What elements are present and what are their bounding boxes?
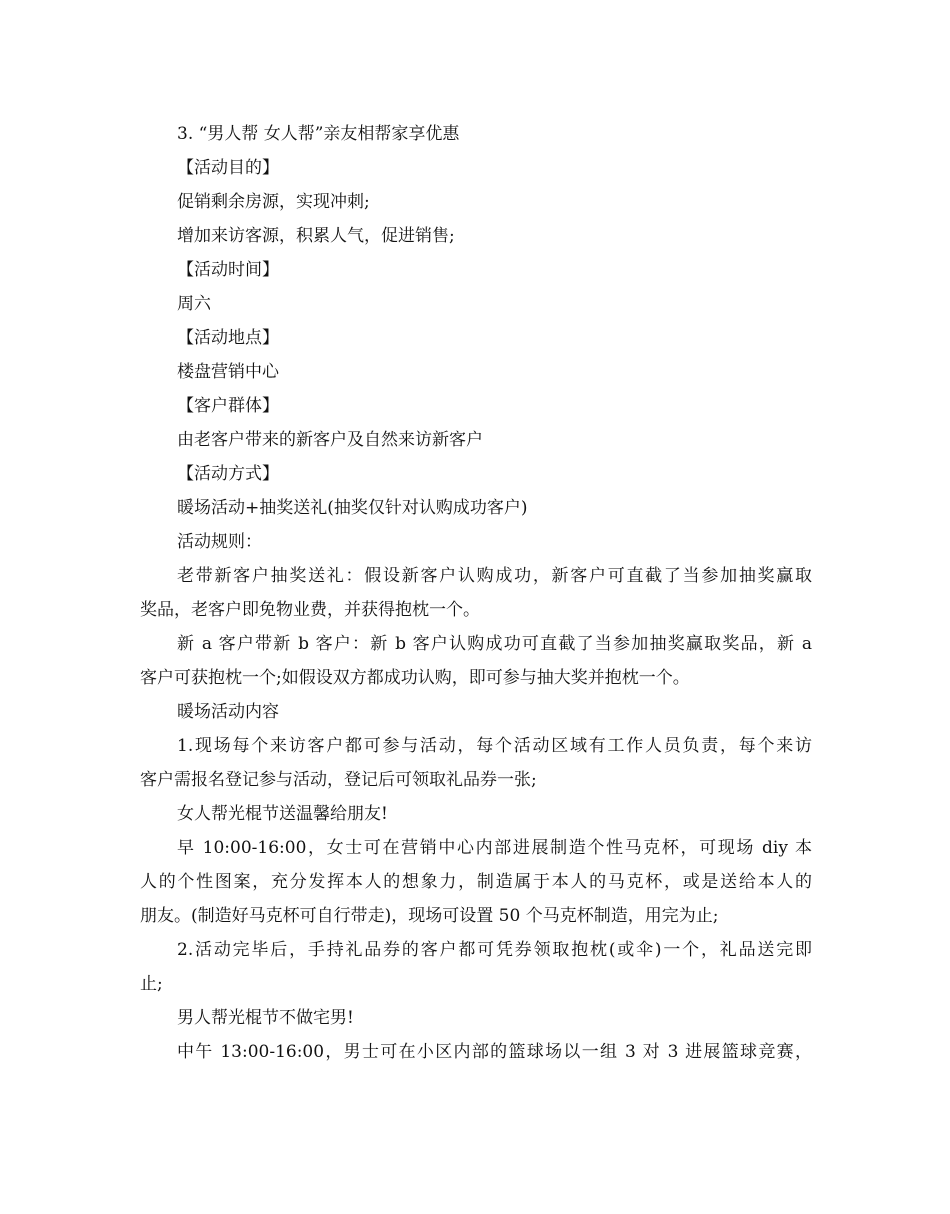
paragraph-line: 朋友。(制造好马克杯可自行带走)，现场可设置 50 个马克杯制造，用完为止; xyxy=(140,906,719,926)
document-body xyxy=(140,117,812,1069)
paragraph-line: 早 10:00-16:00，女士可在营销中心内部进展制造个性马克杯，可现场 diy 本 xyxy=(177,838,812,858)
paragraph-line: 客户可获抱枕一个;如假设双方都成功认购，即可参与抽大奖并抱枕一个。 xyxy=(140,668,690,688)
paragraph-line: 活动规则： xyxy=(177,532,262,552)
label-activity-location: 【活动地点】 xyxy=(177,328,279,348)
section-heading: 3. “男人帮 女人帮”亲友相帮家享优惠 xyxy=(177,124,460,144)
paragraph-line: 奖品，老客户即免物业费，并获得抱枕一个。 xyxy=(140,600,480,620)
paragraph-line: 人的个性图案，充分发挥本人的想象力，制造属于本人的马克杯，或是送给本人的 xyxy=(140,872,812,892)
paragraph-line: 楼盘营销中心 xyxy=(177,362,279,382)
paragraph-line: 周六 xyxy=(177,294,211,314)
paragraph-line: 女人帮光棍节送温馨给朋友! xyxy=(177,804,388,824)
label-customer-group: 【客户群体】 xyxy=(177,396,279,416)
paragraph-line: 增加来访客源，积累人气，促进销售; xyxy=(177,226,455,246)
paragraph-line: 暖场活动内容 xyxy=(177,702,279,722)
paragraph-line: 客户需报名登记参与活动，登记后可领取礼品券一张; xyxy=(140,770,537,790)
paragraph-line: 中午 13:00-16:00，男士可在小区内部的篮球场以一组 3 对 3 进展篮球竞赛， xyxy=(177,1042,812,1062)
paragraph-line: 新 a 客户带新 b 客户：新 b 客户认购成功可直截了当参加抽奖赢取奖品，新 a xyxy=(177,634,812,654)
paragraph-line: 老带新客户抽奖送礼：假设新客户认购成功，新客户可直截了当参加抽奖赢取 xyxy=(177,566,812,586)
label-activity-method: 【活动方式】 xyxy=(177,464,279,484)
paragraph-line: 促销剩余房源，实现冲刺; xyxy=(177,192,370,212)
paragraph-line: 由老客户带来的新客户及自然来访新客户 xyxy=(177,430,483,450)
paragraph-line: 止; xyxy=(140,974,163,994)
paragraph-line: 男人帮光棍节不做宅男! xyxy=(177,1008,354,1028)
label-activity-purpose: 【活动目的】 xyxy=(177,158,279,178)
paragraph-line: 2.活动完毕后，手持礼品券的客户都可凭券领取抱枕(或伞)一个，礼品送完即 xyxy=(177,940,812,960)
paragraph-line: 1.现场每个来访客户都可参与活动，每个活动区域有工作人员负责，每个来访 xyxy=(177,736,812,756)
paragraph-line: 暖场活动+抽奖送礼(抽奖仅针对认购成功客户) xyxy=(177,498,528,518)
label-activity-time: 【活动时间】 xyxy=(177,260,279,280)
